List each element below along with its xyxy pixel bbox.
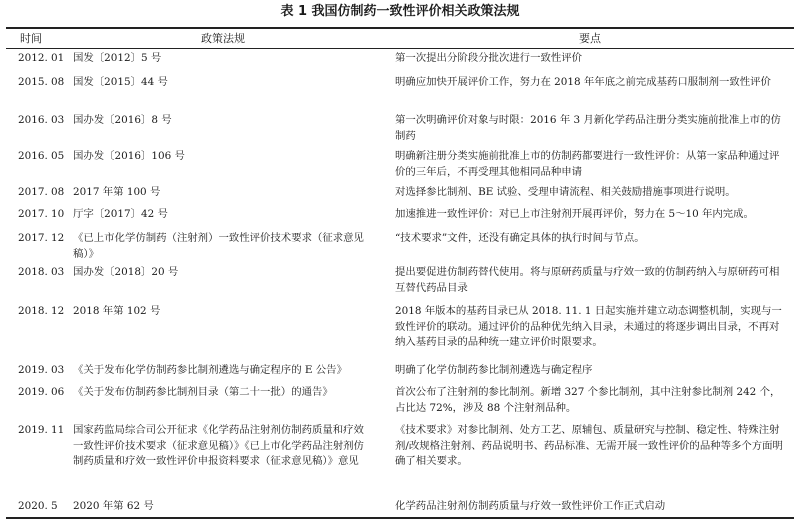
cell-time: 2018. 12	[18, 305, 65, 317]
cell-policy: 国办发〔2016〕8 号	[73, 114, 172, 126]
header-key-points: 要点	[579, 32, 601, 45]
cell-key-points: 第一次提出分阶段分批次进行一致性评价	[395, 52, 583, 64]
cell-policy: 国办发〔2016〕106 号	[73, 150, 185, 162]
table-title: 表 1 我国仿制药一致性评价相关政策法规	[280, 4, 520, 19]
cell-time: 2017. 12	[18, 232, 65, 244]
cell-time: 2012. 01	[18, 52, 65, 64]
table-header-rule	[6, 48, 794, 49]
cell-key-points: 《技术要求》对参比制剂、处方工艺、原辅包、质量研究与控制、稳定性、特殊注射剂/改规格注射剂、药品说明书、药品标准、无需开展一致性评价的品种等多个方面明确了相关要求。	[395, 424, 783, 468]
cell-policy: 国发〔2012〕5 号	[73, 52, 162, 64]
cell-key-points: 对选择参比制剂、BE 试验、受理申请流程、相关鼓励措施事项进行说明。	[395, 186, 736, 198]
cell-policy: 国发〔2015〕44 号	[73, 76, 168, 88]
cell-time: 2019. 03	[18, 364, 65, 376]
cell-key-points: 化学药品注射剂仿制药质量与疗效一致性评价工作正式启动	[395, 500, 666, 512]
table-top-rule	[6, 27, 794, 29]
cell-policy: 2020 年第 62 号	[73, 500, 154, 512]
cell-key-points: 提出要促进仿制药替代使用。将与原研药质量与疗效一致的仿制药纳入与原研药可相互替代药品目录	[395, 266, 780, 294]
cell-key-points: 明确新注册分类实施前批准上市的仿制药都要进行一致性评价：从第一家品种通过评价的三年后，不再受理其他相同品种申请	[395, 150, 780, 178]
cell-policy: 厅字〔2017〕42 号	[73, 208, 168, 220]
cell-policy: 《已上市化学仿制药（注射剂）一致性评价技术要求（征求意见稿）》	[73, 232, 364, 260]
cell-key-points: 明确了化学仿制药参比制剂遴选与确定程序	[395, 364, 593, 376]
cell-key-points: 首次公布了注射剂的参比制剂。新增 327 个参比制剂，其中注射参比制剂 242 个，占比达 72%，涉及 88 个注射剂品种。	[395, 386, 781, 414]
cell-key-points: 明确应加快开展评价工作，努力在 2018 年年底之前完成基药口服制剂一致性评价	[395, 76, 771, 88]
cell-policy: 《关于发布仿制药参比制剂目录（第二十一批）的通告》	[73, 386, 333, 398]
cell-key-points: 加速推进一致性评价：对已上市注射剂开展再评价，努力在 5～10 年内完成。	[395, 208, 754, 220]
cell-policy: 《关于发布化学仿制药参比制剂遴选与确定程序的 E 公告》	[73, 364, 347, 376]
cell-time: 2019. 06	[18, 386, 65, 398]
cell-key-points: 第一次明确评价对象与时限：2016 年 3 月新化学药品注册分类实施前批准上市的仿制药	[395, 114, 781, 142]
cell-time: 2015. 08	[18, 76, 65, 88]
cell-time: 2016. 05	[18, 150, 65, 162]
cell-time: 2017. 10	[18, 208, 65, 220]
cell-time: 2017. 08	[18, 186, 65, 198]
header-policy: 政策法规	[201, 32, 245, 45]
cell-policy: 国办发〔2018〕20 号	[73, 266, 179, 278]
header-time: 时间	[20, 32, 42, 45]
table-bottom-rule	[6, 517, 794, 519]
cell-time: 2018. 03	[18, 266, 65, 278]
cell-time: 2016. 03	[18, 114, 65, 126]
cell-time: 2020. 5	[18, 500, 58, 512]
cell-time: 2019. 11	[18, 424, 65, 436]
cell-policy: 国家药监局综合司公开征求《化学药品注射剂仿制药质量和疗效一致性评价技术要求（征求意见稿）》《已上市化学药品注射剂仿制药质量和疗效一致性评价申报资料要求（征求意见稿）》意见	[73, 424, 364, 468]
cell-policy: 2018 年第 102 号	[73, 305, 161, 317]
cell-policy: 2017 年第 100 号	[73, 186, 161, 198]
cell-key-points: 2018 年版本的基药目录已从 2018. 11. 1 日起实施并建立动态调整机制，实现与一致性评价的联动。通过评价的品种优先纳入目录，未通过的将逐步调出目录，不再对纳入基药目录的品种统一建立评价时限要求。	[395, 305, 782, 349]
cell-key-points: “技术要求”文件，还没有确定具体的执行时间与节点。	[395, 232, 645, 244]
